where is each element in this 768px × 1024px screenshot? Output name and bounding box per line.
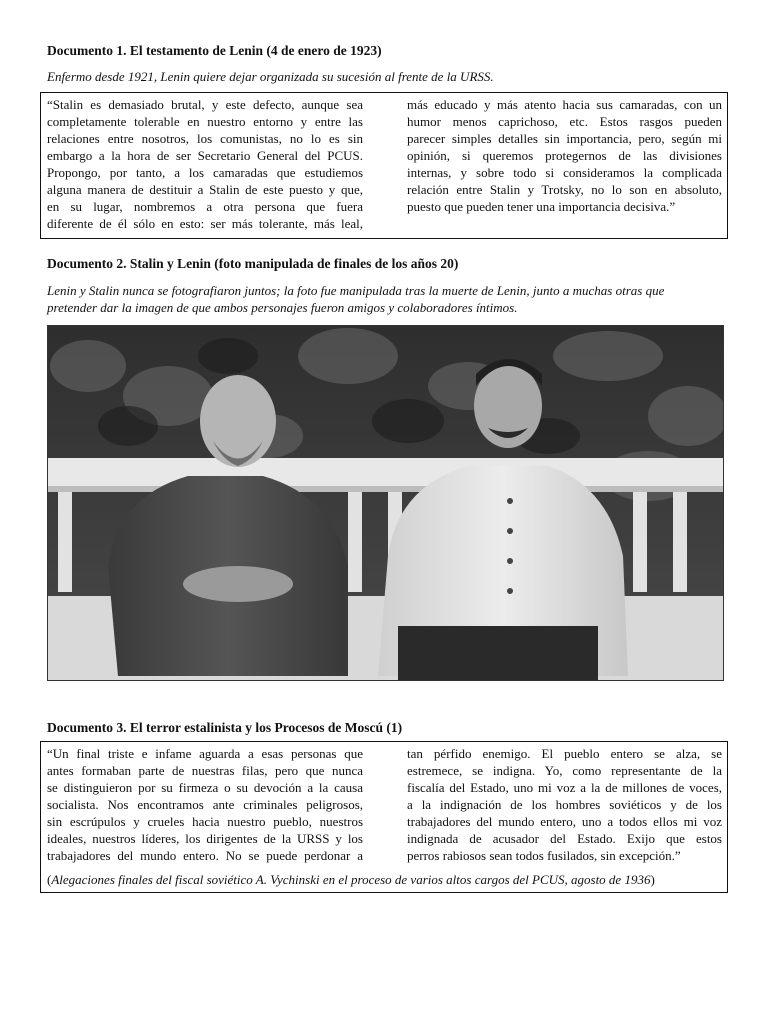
text-line: fiscalía del Estado, uno mi voz a la de millones de voces, [407,780,722,795]
text-line: relaciones entre nosotros, los comunistas, no lo es sin [47,131,363,146]
text-line: antes formaban parte de nuestras filas, pero que nunca [47,763,363,778]
text-line: socialista. Nos encontramos ante criminales peligrosos, [47,797,363,812]
text-line: opinión, si queremos protegernos de las divisiones [407,148,722,163]
text-line: alguna manera de destituir a Stalin de este puesto y que, [47,182,363,197]
caption-text: Alegaciones finales del fiscal soviético A. Vychinski en el proceso de varios altos cargos del PCUS, agosto de 1936 [51,872,651,887]
text-line: perros rabiosos sean todos fusilados, sin excepción.” [407,848,681,863]
intro-line: Lenin y Stalin nunca se fotografiaron juntos; la foto fue manipulada tras la muerte de Lenin, junto a muchas otras que [47,283,665,298]
doc1-quote-box [40,92,728,239]
doc3-quote-box [40,741,728,893]
doc1-intro: Enfermo desde 1921, Lenin quiere dejar organizada su sucesión al frente de la URSS. [47,69,494,84]
text-line: relación entre Stalin y Trotsky, no lo son en absoluto, [407,182,722,197]
text-line: Propongo, por tanto, a los camaradas que estudiemos [47,165,363,180]
text-line: “Stalin es demasiado brutal, y este defecto, aunque sea [47,97,363,112]
doc1-left-column [47,96,363,232]
text-line: a la indignación de los hombres soviéticos y de los [407,797,722,812]
caption-open-paren: ( [47,872,52,887]
text-line: se distinguieron por su firmeza o su devoción a la causa [47,780,363,795]
text-line: tan pérfido enemigo. El pueblo entero se alza, se [407,746,722,761]
doc3-left-column [47,745,363,864]
doc3-right-column [407,745,722,864]
text-line: ideales, nuestros líderes, los dirigentes de la URSS y los [47,831,363,846]
caption-close-paren: ) [650,872,655,887]
text-line: internas, y sobre todo si consideramos la complicada [407,165,722,180]
lenin-stalin-photo [47,325,724,681]
doc1-heading: Documento 1. El testamento de Lenin (4 de enero de 1923) [47,43,382,58]
text-line: puesto que pueden tener una importancia decisiva.” [407,199,676,214]
intro-line: pretender dar la imagen de que ambos personajes fueron amigos y colaboradores íntimos. [47,300,518,315]
text-line: indignada de acusador del Estado. Exijo que estos [407,831,722,846]
text-line: completamente tolerable en nuestro entorno y entre las [47,114,363,129]
text-line: parecer simples detalles sin importancia, pero, según mi [407,131,722,146]
text-line: diferente de él sólo en esto: ser más tolerante, más leal, [47,216,363,231]
text-line: humor menos caprichoso, etc. Estos rasgos pueden [407,114,722,129]
doc2-heading: Documento 2. Stalin y Lenin (foto manipulada de finales de los años 20) [47,256,459,271]
text-line: en su lugar, nombremos a otra persona que fuera [47,199,363,214]
text-line: estremece, se indigna. Yo, como representante de la [407,763,722,778]
doc1-right-column [407,96,722,215]
doc2-intro [47,282,727,316]
doc3-heading: Documento 3. El terror estalinista y los Procesos de Moscú (1) [47,720,403,735]
text-line: embargo a la hora de ser Secretario General del PCUS. [47,148,363,163]
text-line: “Un final triste e infame aguarda a esas personas que [47,746,363,761]
text-line: trabajadores del mundo entero, uno a todos ellos mi voz [407,814,722,829]
text-line: sin escrúpulos y crueles hacia nuestro pueblo, nuestros [47,814,363,829]
text-line: más educado y más atento hacia sus camaradas, con un [407,97,722,112]
text-line: trabajadores del mundo entero. No se puede perdonar a [47,848,363,863]
doc3-source-caption [47,871,721,888]
